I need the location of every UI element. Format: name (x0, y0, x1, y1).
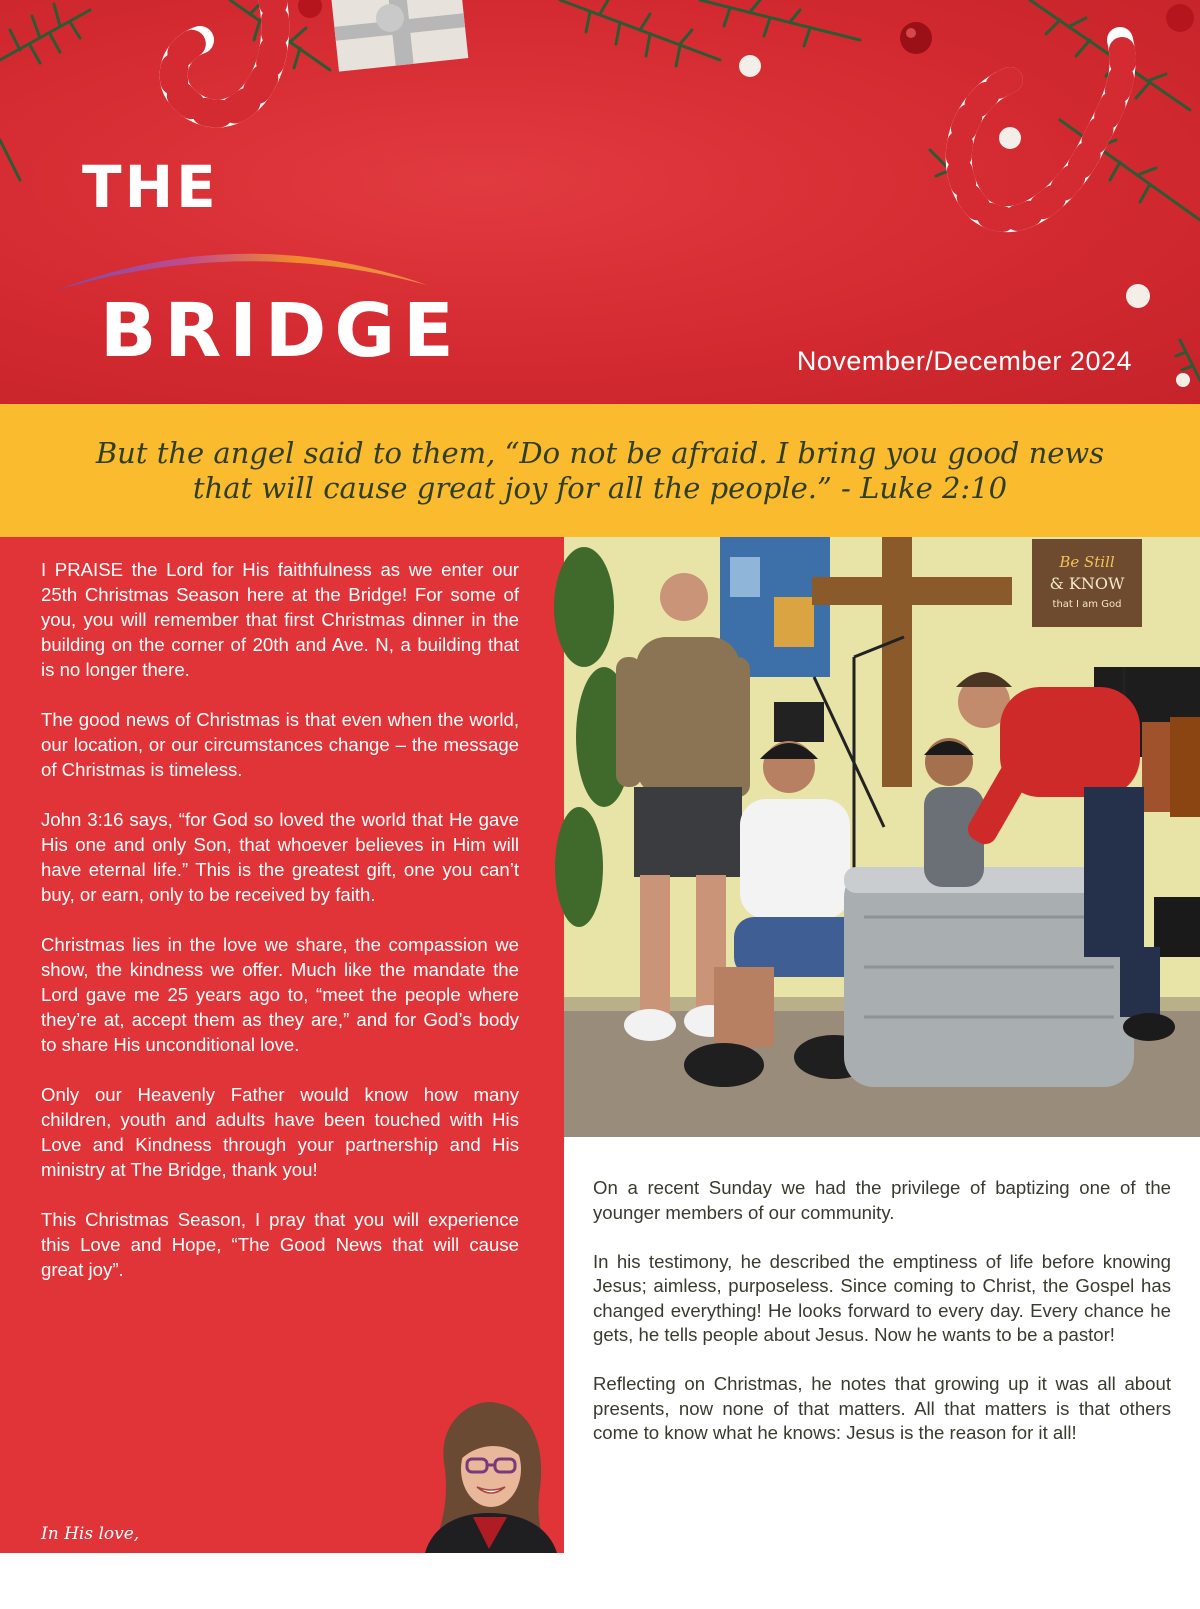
letter-paragraph: Only our Heavenly Father would know how many children, youth and adults have been touched with His Love and Kindness through your partnership and His ministry at The Bridge, thank you! (41, 1084, 519, 1180)
gift-box (331, 0, 468, 72)
sign-line-2: & KNOW (1049, 574, 1125, 593)
letter-paragraph: This Christmas Season, I pray that you will experience this Love and Hope, “The Good News that will cause great joy”. (41, 1209, 519, 1280)
signature-block (41, 1519, 401, 1609)
wooden-cross (882, 537, 912, 787)
white-ornament (999, 127, 1021, 149)
white-ornament (739, 55, 761, 77)
conga-drum (1142, 722, 1172, 812)
masthead (0, 0, 1200, 404)
speaker (1154, 897, 1200, 957)
letter-paragraph: I PRAISE the Lord for His faithfulness as we enter our 25th Christmas Season here at the Bridge! For some of you, you will remember that first Christmas dinner in the building on the corner of 20th and Ave. N, a building that is no longer there. (41, 559, 519, 680)
logo-the: THE (82, 153, 219, 221)
baptism-photo (564, 537, 1200, 1137)
letter-body (41, 557, 519, 1307)
verse-banner (0, 404, 1200, 537)
candy-cane-right (959, 40, 1123, 219)
laptop (774, 702, 824, 742)
letter-paragraph: The good news of Christmas is that even when the world, our location, or our circumstances change – the message of Christmas is timeless. (41, 709, 519, 780)
white-ornament (1176, 373, 1190, 387)
letter-paragraph: John 3:16 says, “for God so loved the world that He gave His one and only Son, that whoever believes in Him will have eternal life.” This is the greatest gift, one you can’t buy, or earn, only to be received by faith. (41, 809, 519, 905)
verse-quote: But the angel said to them, “Do not be afraid. I bring you good news that will cause great joy for all the people.” - Luke 2:10 (95, 436, 1105, 505)
story-paragraph: In his testimony, he described the emptiness of life before knowing Jesus; aimless, purposeless. Since coming to Christ, the Gospel has changed everything! He looks forward to every day. Every chance he gets, he tells people about Jesus. Now he wants to be a pastor! (593, 1250, 1171, 1345)
red-ornament (1166, 4, 1194, 32)
director-portrait (415, 1399, 564, 1553)
logo-bridge: BRIDGE (100, 288, 462, 374)
signer-name: Linda Walker (41, 1554, 156, 1574)
red-ornament (900, 22, 932, 54)
be-still-sign (1032, 539, 1142, 627)
letter-paragraph: Christmas lies in the love we share, the compassion we show, the kindness we offer. Much like the mandate the Lord gave me 25 years ago to, “meet the people where they’re at, accept them as they are,” and for God’s body to share His unconditional love. (41, 934, 519, 1055)
baptism-scene (564, 537, 1200, 1137)
baptism-story (593, 1176, 1171, 1470)
story-paragraph: Reflecting on Christmas, he notes that growing up it was all about presents, now none of that matters. All that matters is that others come to know what he knows: Jesus is the reason for it all! (593, 1373, 1171, 1443)
signoff: In His love, (41, 1524, 140, 1544)
issue-date: November/December 2024 (796, 346, 1132, 376)
white-ornament (1126, 284, 1150, 308)
sign-line-1: Be Still (1059, 553, 1115, 571)
signer-title: Founder and Executive Director (41, 1584, 318, 1604)
candy-cane-left (174, 0, 276, 113)
story-paragraph: On a recent Sunday we had the privilege of baptizing one of the younger members of our community. (593, 1177, 1171, 1223)
sign-line-3: that I am God (1052, 599, 1122, 610)
director-letter (0, 537, 564, 1604)
red-ornament (298, 0, 322, 18)
